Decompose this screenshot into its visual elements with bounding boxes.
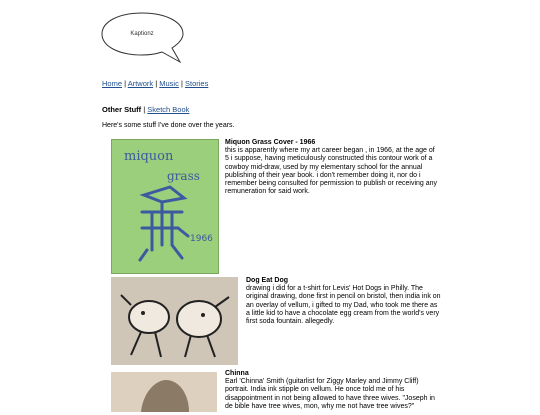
item-title: Dog Eat Dog bbox=[246, 277, 288, 284]
sketch-book-link[interactable]: Sketch Book bbox=[147, 105, 190, 114]
subnav-current: Other Stuff bbox=[102, 105, 142, 114]
item-title: Miquon Grass Cover - 1966 bbox=[225, 139, 316, 146]
cover-illustration bbox=[112, 140, 218, 273]
logo-text: Kaptionz bbox=[130, 31, 154, 37]
item-miquon bbox=[225, 139, 440, 196]
dog-eat-dog-image[interactable] bbox=[111, 277, 238, 365]
cover-title-word-1: miquon bbox=[124, 149, 174, 164]
intro-text: Here's some stuff I've done over the years. bbox=[102, 122, 235, 129]
item-description: drawing i did for a t-shirt for Levis' Hot Dogs in Philly. The original drawing, done first in pencil on bristol, then india ink on an overlay of vellum, i gifted to my Dad, who took me there as a little kid to have a chocolate egg cream from the world's very first soda fountain. allegedly. bbox=[246, 285, 441, 326]
chinna-portrait-image[interactable] bbox=[111, 372, 217, 412]
item-description: this is apparently where my art career began , in 1966, at the age of 5 i suppose, having meticulously constructed this contour work of a cowboy mid-draw, used by my elementary school for the annual publishing of their year book. i don't remember doing it, nor do i remember being consulted for permission to publish or receiving any remuneration for said work. bbox=[225, 147, 438, 196]
nav-artwork-link[interactable]: Artwork bbox=[127, 79, 154, 88]
miquon-grass-cover-image[interactable] bbox=[111, 139, 219, 274]
item-title: Chinna bbox=[225, 370, 249, 377]
main-nav: Home | Artwork | Music | Stories bbox=[102, 79, 209, 88]
nav-music-link[interactable]: Music bbox=[159, 79, 179, 88]
portrait-drawing bbox=[111, 372, 217, 412]
nav-stories-link[interactable]: Stories bbox=[184, 79, 209, 88]
dog-drawing bbox=[111, 277, 238, 365]
speech-bubble-icon bbox=[100, 10, 190, 68]
item-description: Earl 'Chinna' Smith (guitarlist for Ziggy Marley and Jimmy Cliff) portrait. India ink stipple on vellum. He once told me of his disappointment in not being allowed to have three wives. "Joseph in de bible have tree wives, mon, why me not have tree wives?" bbox=[225, 378, 435, 410]
cover-title-word-2: grass bbox=[167, 169, 200, 183]
site-logo[interactable] bbox=[100, 10, 190, 68]
sub-nav: Other Stuff | Sketch Book bbox=[102, 105, 190, 114]
nav-home-link[interactable]: Home bbox=[102, 79, 123, 88]
item-dog-eat-dog bbox=[246, 277, 441, 326]
cover-year: 1966 bbox=[190, 234, 213, 244]
